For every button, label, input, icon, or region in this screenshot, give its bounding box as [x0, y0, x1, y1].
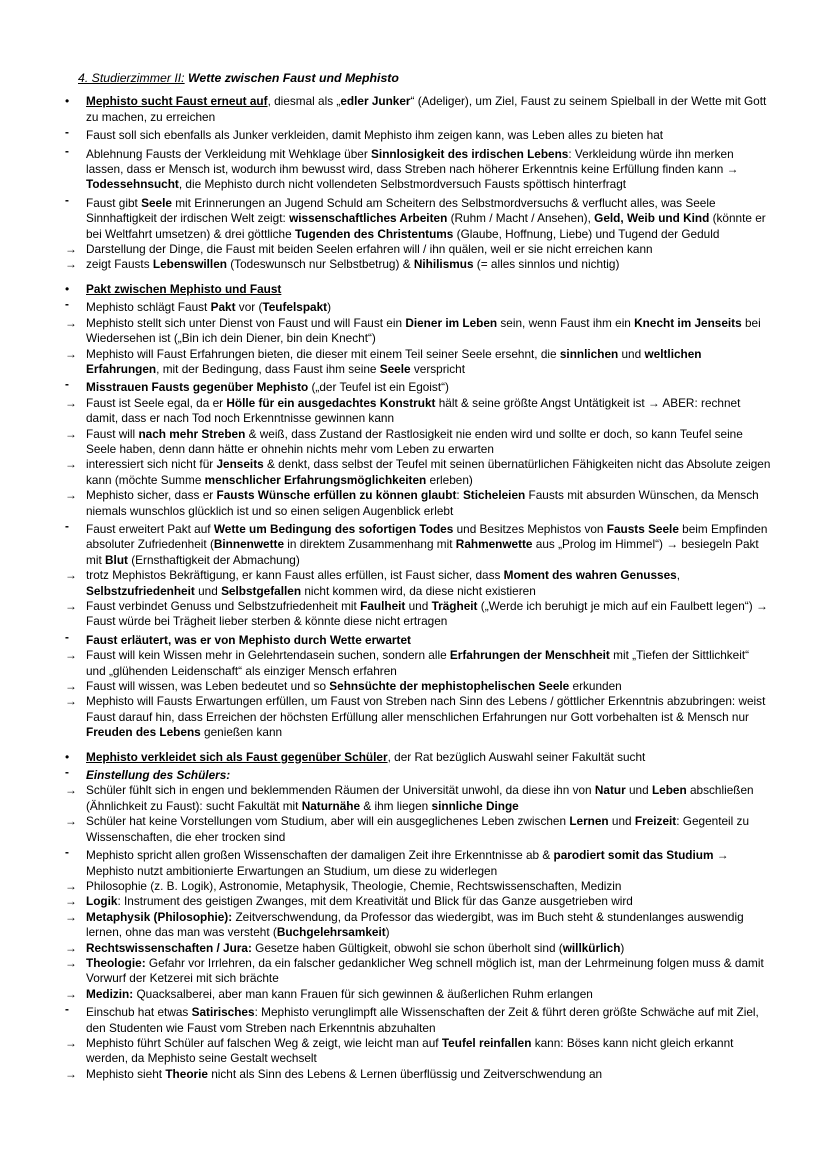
page-title: [78, 71, 772, 86]
list-item: [64, 814, 772, 845]
arrow-marker-icon: →: [65, 648, 77, 663]
list-item: [64, 242, 772, 257]
list-item: [64, 1036, 772, 1067]
notes-list: [64, 94, 772, 1082]
item-text: Mephisto will Fausts Erwartungen erfüllen, um Faust von Streben nach Sinn des Lebens / göttlicher Erkenntnis abzubringen: weist Faust darauf hin, dass Erreichen der höchsten Erfüllung aller menschlichen Erfahrungen nur Gott vorbehalten ist & Mensch nur Freuden des Lebens genießen kann: [86, 694, 766, 740]
arrow-marker-icon: →: [65, 568, 77, 583]
list-item: [64, 750, 772, 765]
list-item: [64, 257, 772, 272]
item-text: Mephisto schlägt Faust Pakt vor (Teufelspakt): [86, 300, 332, 315]
arrow-marker-icon: →: [65, 315, 77, 330]
item-text: Faust gibt Seele mit Erinnerungen an Jugend Schuld am Scheitern des Selbstmordversuchs & verflucht alles, was Seele Sinnhaftigkeit der irdischen Welt zeigt: wissenschaftliches Arbeiten (Ruhm / Macht / Ansehen), Geld, Weib und Kind (könnte er bei Weltfahrt umsetzen) & drei göttliche Tugenden des Christentums (Glaube, Hoffnung, Liebe) und Tugend der Geduld: [86, 195, 766, 241]
item-text: Darstellung der Dinge, die Faust mit beiden Seelen erfahren will / ihn quälen, weil er sie nicht erreichen kann: [86, 242, 653, 257]
arrow-marker-icon: →: [65, 1066, 77, 1081]
arrow-marker-icon: →: [65, 894, 77, 909]
arrow-marker-icon: →: [65, 986, 77, 1001]
list-item: [64, 879, 772, 894]
list-item: [64, 192, 772, 242]
list-item: [64, 941, 772, 956]
item-text: zeigt Fausts Lebenswillen (Todeswunsch nur Selbstbetrug) & Nihilismus (= alles sinnlos und nichtig): [86, 257, 620, 272]
dash-marker-icon: -: [65, 192, 69, 207]
item-text: Mephisto sieht Theorie nicht als Sinn des Lebens & Lernen überflüssig und Zeitverschwendung an: [86, 1066, 603, 1081]
list-item: [64, 599, 772, 630]
item-text: Mephisto sicher, dass er Fausts Wünsche erfüllen zu können glaubt: Sticheleien Fausts mit absurden Wünschen, da Mensch niemals wunschlos glücklich ist und so einen seligen Augenblick erlebt: [86, 488, 759, 518]
list-item: [64, 143, 772, 193]
list-item: [64, 427, 772, 458]
arrow-marker-icon: →: [65, 242, 77, 257]
arrow-marker-icon: →: [65, 679, 77, 694]
arrow-marker-icon: →: [65, 783, 77, 798]
dash-marker-icon: -: [65, 297, 69, 312]
item-text: Philosophie (z. B. Logik), Astronomie, Metaphysik, Theologie, Chemie, Rechtswissenschaften, Medizin: [86, 878, 622, 893]
item-text: Mephisto will Faust Erfahrungen bieten, die dieser mit einem Teil seiner Seele ersehnt, die sinnlichen und weltlichen Erfahrungen, mit der Bedingung, dass Faust ihm seine Seele verspricht: [86, 346, 702, 376]
list-item: [64, 783, 772, 814]
list-item: [64, 956, 772, 987]
list-item: [64, 396, 772, 427]
dash-marker-icon: -: [65, 629, 69, 644]
list-item: [64, 568, 772, 599]
item-text: interessiert sich nicht für Jenseits & denkt, dass selbst der Teufel mit seinen übernatürlichen Fähigkeiten nicht das Absolute zeigen kann (möchte Summe menschlicher Erfahrungsmöglichkeiten erleben): [86, 457, 771, 487]
list-item: [64, 648, 772, 679]
item-text: Mephisto sucht Faust erneut auf, diesmal als „edler Junker“ (Adeliger), um Ziel, Faust zu seinem Spielball in der Wette mit Gott zu machen, zu erreichen: [86, 94, 767, 124]
item-text: Faust will wissen, was Leben bedeutet und so Sehnsüchte der mephistophelischen Seele erkunden: [86, 679, 622, 694]
item-text: Faust erläutert, was er von Mephisto durch Wette erwartet: [86, 632, 411, 647]
arrow-marker-icon: →: [65, 1035, 77, 1050]
arrow-marker-icon: →: [65, 426, 77, 441]
item-text: Mephisto führt Schüler auf falschen Weg & zeigt, wie leicht man auf Teufel reinfallen kann: Böses kann nicht gleich erkannt werden, da Mephisto seine Gestalt wechselt: [86, 1035, 734, 1066]
list-item: [64, 1002, 772, 1036]
dash-marker-icon: -: [65, 765, 69, 780]
title-main: Wette zwischen Faust und Mephisto: [184, 71, 399, 85]
arrow-marker-icon: →: [65, 599, 77, 613]
list-item: [64, 347, 772, 378]
dash-marker-icon: -: [65, 125, 69, 140]
arrow-marker-icon: →: [65, 694, 77, 709]
item-text: trotz Mephistos Bekräftigung, er kann Faust alles erfüllen, ist Faust sicher, dass Moment des wahren Genusses, Selbstzufriedenheit und Selbstgefallen nicht kommen wird, da diese nicht existieren: [86, 568, 681, 598]
arrow-marker-icon: →: [65, 955, 77, 970]
list-item: [64, 987, 772, 1002]
list-item: [64, 316, 772, 347]
arrow-marker-icon: →: [65, 814, 77, 829]
item-text: Mephisto stellt sich unter Dienst von Faust und will Faust ein Diener im Leben sein, wenn Faust ihm ein Knecht im Jenseits bei Wiedersehen ist („Bin ich dein Diener, bin dein Knecht“): [86, 315, 761, 346]
list-item: [64, 518, 772, 568]
list-item: [64, 1067, 772, 1082]
list-item: [64, 457, 772, 488]
item-text: Faust soll sich ebenfalls als Junker verkleiden, damit Mephisto ihm zeigen kann, was Leben alles zu bieten hat: [86, 128, 664, 143]
list-item: [64, 910, 772, 941]
list-item: [64, 377, 772, 395]
dash-marker-icon: -: [65, 143, 69, 158]
list-item: [64, 94, 772, 125]
dash-marker-icon: -: [65, 377, 69, 392]
item-text: Ablehnung Fausts der Verkleidung mit Wehklage über Sinnlosigkeit des irdischen Lebens: Verkleidung würde ihn merken lassen, dass er Mensch ist, wodurch ihm bewusst wird, dass Streben nach höherer Erkenntnis keine Erfüllung finden kann → Todessehnsucht, die Mephisto durch nicht vollendeten Selbstmordversuch Fausts spöttisch hinterfragt: [86, 146, 739, 192]
item-text: Faust erweitert Pakt auf Wette um Bedingung des sofortigen Todes und Besitzes Mephistos von Fausts Seele beim Empfinden absoluter Zufriedenheit (Binnenwette in direktem Zusammenhang mit Rahmenwette aus „Prolog im Himmel“) → besiegeln Pakt mit Blut (Ernsthaftigkeit der Abmachung): [86, 521, 768, 567]
item-text: Logik: Instrument des geistigen Zwanges, mit dem Kreativität und Blick für das Ganze ausgetrieben wird: [86, 894, 633, 909]
item-text: Faust will nach mehr Streben & weiß, dass Zustand der Rastlosigkeit nie enden wird und sollte er doch, so kann Teufel seine Seele haben, denn dann hätte er ohnehin nichts mehr vom Leben zu erwarten: [86, 426, 743, 456]
list-item: [64, 679, 772, 694]
arrow-marker-icon: →: [65, 488, 77, 503]
dash-marker-icon: -: [65, 518, 69, 533]
list-item: [64, 894, 772, 909]
item-text: Theologie: Gefahr vor Irrlehren, da ein falscher gedanklicher Weg schnell möglich ist, man der Lehrmeinung folgen muss & damit Vorwurf der Ketzerei mit sich brächte: [86, 955, 764, 986]
arrow-marker-icon: →: [65, 457, 77, 472]
item-text: Schüler hat keine Vorstellungen vom Studium, aber will ein ausgeglichenes Leben zwischen Lernen und Freizeit: Gegenteil zu Wissenschaften, die eher trocken sind: [86, 814, 750, 844]
item-text: Pakt zwischen Mephisto und Faust: [86, 281, 282, 296]
item-text: Faust verbindet Genuss und Selbstzufriedenheit mit Faulheit und Trägheit („Werde ich beruhigt je mich auf ein Faulbett legen“) → Faust würde bei Trägheit lieber sterben & könnte diese nicht ertragen: [86, 599, 768, 629]
list-item: [64, 694, 772, 740]
item-text: Medizin: Quacksalberei, aber man kann Frauen für sich gewinnen & äußerlichen Ruhm erlangen: [86, 986, 593, 1001]
item-text: Rechtswissenschaften / Jura: Gesetze haben Gültigkeit, obwohl sie schon überholt sind (willkürlich): [86, 940, 625, 955]
arrow-marker-icon: →: [65, 257, 77, 272]
item-text: Faust ist Seele egal, da er Hölle für ein ausgedachtes Konstrukt hält & seine größte Angst Untätigkeit ist → ABER: rechnet damit, dass er nach Tod noch Erkenntnisse gewinnen kann: [86, 395, 741, 426]
bullet-marker-icon: •: [65, 94, 70, 109]
bullet-marker-icon: •: [65, 749, 70, 764]
list-item: [64, 488, 772, 519]
item-text: Metaphysik (Philosophie): Zeitverschwendung, da Professor das wiedergibt, was im Buch steht & stundenlanges auswendig lernen, ohne das man was versteht (Buchgelehrsamkeit): [86, 909, 744, 940]
item-text: Mephisto spricht allen großen Wissenschaften der damaligen Zeit ihre Erkenntnisse ab & parodiert somit das Studium → Mephisto nutzt ambitionierte Erwartungen an Studium, um diese zu widerlegen: [86, 848, 729, 878]
arrow-marker-icon: →: [65, 346, 77, 361]
bullet-marker-icon: •: [65, 281, 70, 296]
arrow-marker-icon: →: [65, 395, 77, 410]
arrow-marker-icon: →: [65, 878, 77, 893]
list-item: [64, 297, 772, 315]
list-item: [64, 282, 772, 297]
dash-marker-icon: -: [65, 845, 69, 860]
list-item: [64, 629, 772, 648]
list-item: [64, 125, 772, 143]
item-text: Mephisto verkleidet sich als Faust gegenüber Schüler, der Rat bezüglich Auswahl seiner Fakultät sucht: [86, 749, 646, 764]
list-item: [64, 845, 772, 879]
arrow-marker-icon: →: [65, 909, 77, 924]
item-text: Einschub hat etwas Satirisches: Mephisto verunglimpft alle Wissenschaften der Zeit & führt deren größte Schwäche auf mit Ziel, den Studenten wie Faust vom Streben nach Erkenntnis abzuhalten: [86, 1005, 759, 1035]
title-prefix: 4. Studierzimmer II:: [78, 71, 185, 85]
item-text: Einstellung des Schülers:: [86, 768, 231, 783]
arrow-marker-icon: →: [65, 940, 77, 955]
item-text: Schüler fühlt sich in engen und beklemmenden Räumen der Universität unwohl, da diese ihn von Natur und Leben abschließen (Ähnlichkeit zu Faust): sucht Fakultät mit Naturnähe & ihm liegen sinnliche Dinge: [86, 783, 754, 813]
dash-marker-icon: -: [65, 1002, 69, 1017]
list-item: [64, 765, 772, 783]
item-text: Faust will kein Wissen mehr in Gelehrtendasein suchen, sondern alle Erfahrungen der Menschheit mit „Tiefen der Sittlichkeit“ und „glühenden Leidenschaft“ als einziger Mensch erfahren: [86, 648, 750, 678]
item-text: Misstrauen Fausts gegenüber Mephisto („der Teufel ist ein Egoist“): [86, 380, 449, 395]
